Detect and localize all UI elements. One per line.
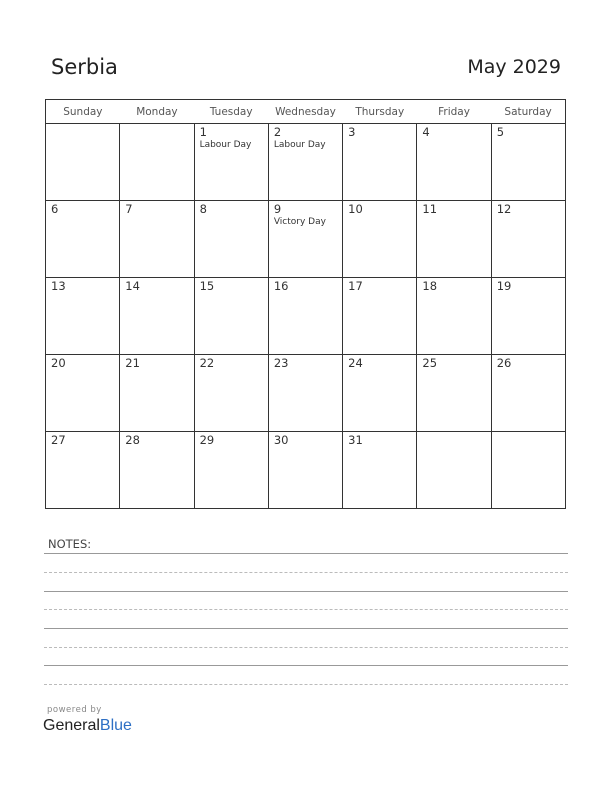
day-cell[interactable]: [417, 278, 491, 355]
note-line[interactable]: [44, 553, 568, 554]
day-number: 4: [422, 125, 430, 139]
day-cell[interactable]: [120, 201, 194, 278]
day-cell[interactable]: [46, 432, 120, 509]
day-number: 31: [348, 433, 363, 447]
day-cell[interactable]: [194, 278, 268, 355]
week-row: [46, 432, 566, 509]
day-number: 3: [348, 125, 356, 139]
brand-logo[interactable]: [43, 717, 132, 735]
day-number: 25: [422, 356, 438, 370]
day-number: 14: [125, 279, 140, 293]
day-number: 20: [51, 356, 66, 370]
day-cell[interactable]: [417, 124, 491, 201]
weekday-header-row: [46, 100, 566, 124]
day-number: 29: [199, 433, 215, 447]
day-number: 17: [348, 279, 363, 293]
note-line[interactable]: [44, 684, 568, 685]
day-cell[interactable]: [417, 432, 491, 509]
holiday-label: Labour Day: [199, 140, 252, 150]
day-cell[interactable]: [491, 278, 565, 355]
note-line[interactable]: [44, 628, 568, 629]
day-number: 1: [199, 125, 207, 139]
day-cell[interactable]: [120, 355, 194, 432]
day-cell[interactable]: [194, 124, 268, 201]
day-cell[interactable]: [268, 201, 342, 278]
weekday-saturday: Saturday: [491, 100, 565, 124]
day-number: 30: [273, 433, 289, 447]
day-number: 6: [51, 202, 59, 216]
day-number: 23: [273, 356, 289, 370]
day-cell[interactable]: [343, 201, 417, 278]
week-row: [46, 278, 566, 355]
day-cell[interactable]: [417, 201, 491, 278]
day-number: 2: [273, 125, 282, 139]
day-number: 16: [273, 279, 289, 293]
weekday-wednesday: Wednesday: [268, 100, 342, 124]
day-cell[interactable]: [343, 124, 417, 201]
month-title: May 2029: [467, 56, 561, 78]
day-number: 10: [348, 202, 363, 216]
calendar-body: [46, 124, 566, 509]
day-number: 9: [273, 202, 282, 216]
day-number: 19: [496, 279, 512, 293]
day-cell[interactable]: [46, 124, 120, 201]
day-cell[interactable]: [46, 278, 120, 355]
week-row: [46, 124, 566, 201]
day-cell[interactable]: [194, 432, 268, 509]
day-number: 5: [496, 125, 505, 139]
weekday-monday: Monday: [120, 100, 194, 124]
day-number: 22: [199, 356, 215, 370]
weekday-friday: Friday: [417, 100, 491, 124]
day-cell[interactable]: [491, 432, 565, 509]
day-cell[interactable]: [417, 355, 491, 432]
note-line[interactable]: [44, 665, 568, 666]
day-cell[interactable]: [343, 278, 417, 355]
holiday-label: Victory Day: [273, 217, 326, 227]
day-cell[interactable]: [343, 432, 417, 509]
note-line[interactable]: [44, 572, 568, 573]
brand-general: General: [43, 717, 100, 734]
holiday-label: Labour Day: [273, 140, 326, 150]
note-line[interactable]: [44, 591, 568, 592]
day-cell[interactable]: [491, 124, 565, 201]
day-cell[interactable]: [46, 201, 120, 278]
note-line[interactable]: [44, 609, 568, 610]
day-cell[interactable]: [46, 355, 120, 432]
day-cell[interactable]: [194, 201, 268, 278]
day-cell[interactable]: [491, 355, 565, 432]
week-row: [46, 201, 566, 278]
weekday-thursday: Thursday: [343, 100, 417, 124]
calendar-grid: [45, 99, 566, 509]
day-number: 7: [125, 202, 133, 216]
week-row: [46, 355, 566, 432]
day-cell[interactable]: [343, 355, 417, 432]
day-cell[interactable]: [491, 201, 565, 278]
day-number: 26: [496, 356, 512, 370]
day-number: 28: [125, 433, 140, 447]
day-number: 27: [51, 433, 66, 447]
day-cell[interactable]: [268, 278, 342, 355]
day-number: 15: [199, 279, 215, 293]
brand-blue: Blue: [99, 717, 132, 734]
day-cell[interactable]: [268, 432, 342, 509]
day-number: 11: [422, 202, 438, 216]
day-number: 8: [199, 202, 207, 216]
country-title: Serbia: [51, 55, 118, 79]
weekday-sunday: Sunday: [46, 100, 120, 124]
day-number: 24: [348, 356, 363, 370]
day-number: 13: [51, 279, 66, 293]
day-number: 21: [125, 356, 140, 370]
day-number: 18: [422, 279, 438, 293]
note-line[interactable]: [44, 647, 568, 648]
day-cell[interactable]: [268, 124, 342, 201]
powered-by-text: powered by: [47, 705, 102, 715]
day-cell[interactable]: [120, 432, 194, 509]
day-cell[interactable]: [120, 124, 194, 201]
day-cell[interactable]: [120, 278, 194, 355]
notes-label: NOTES:: [48, 537, 92, 551]
day-cell[interactable]: [268, 355, 342, 432]
weekday-tuesday: Tuesday: [194, 100, 268, 124]
day-number: 12: [496, 202, 512, 216]
day-cell[interactable]: [194, 355, 268, 432]
